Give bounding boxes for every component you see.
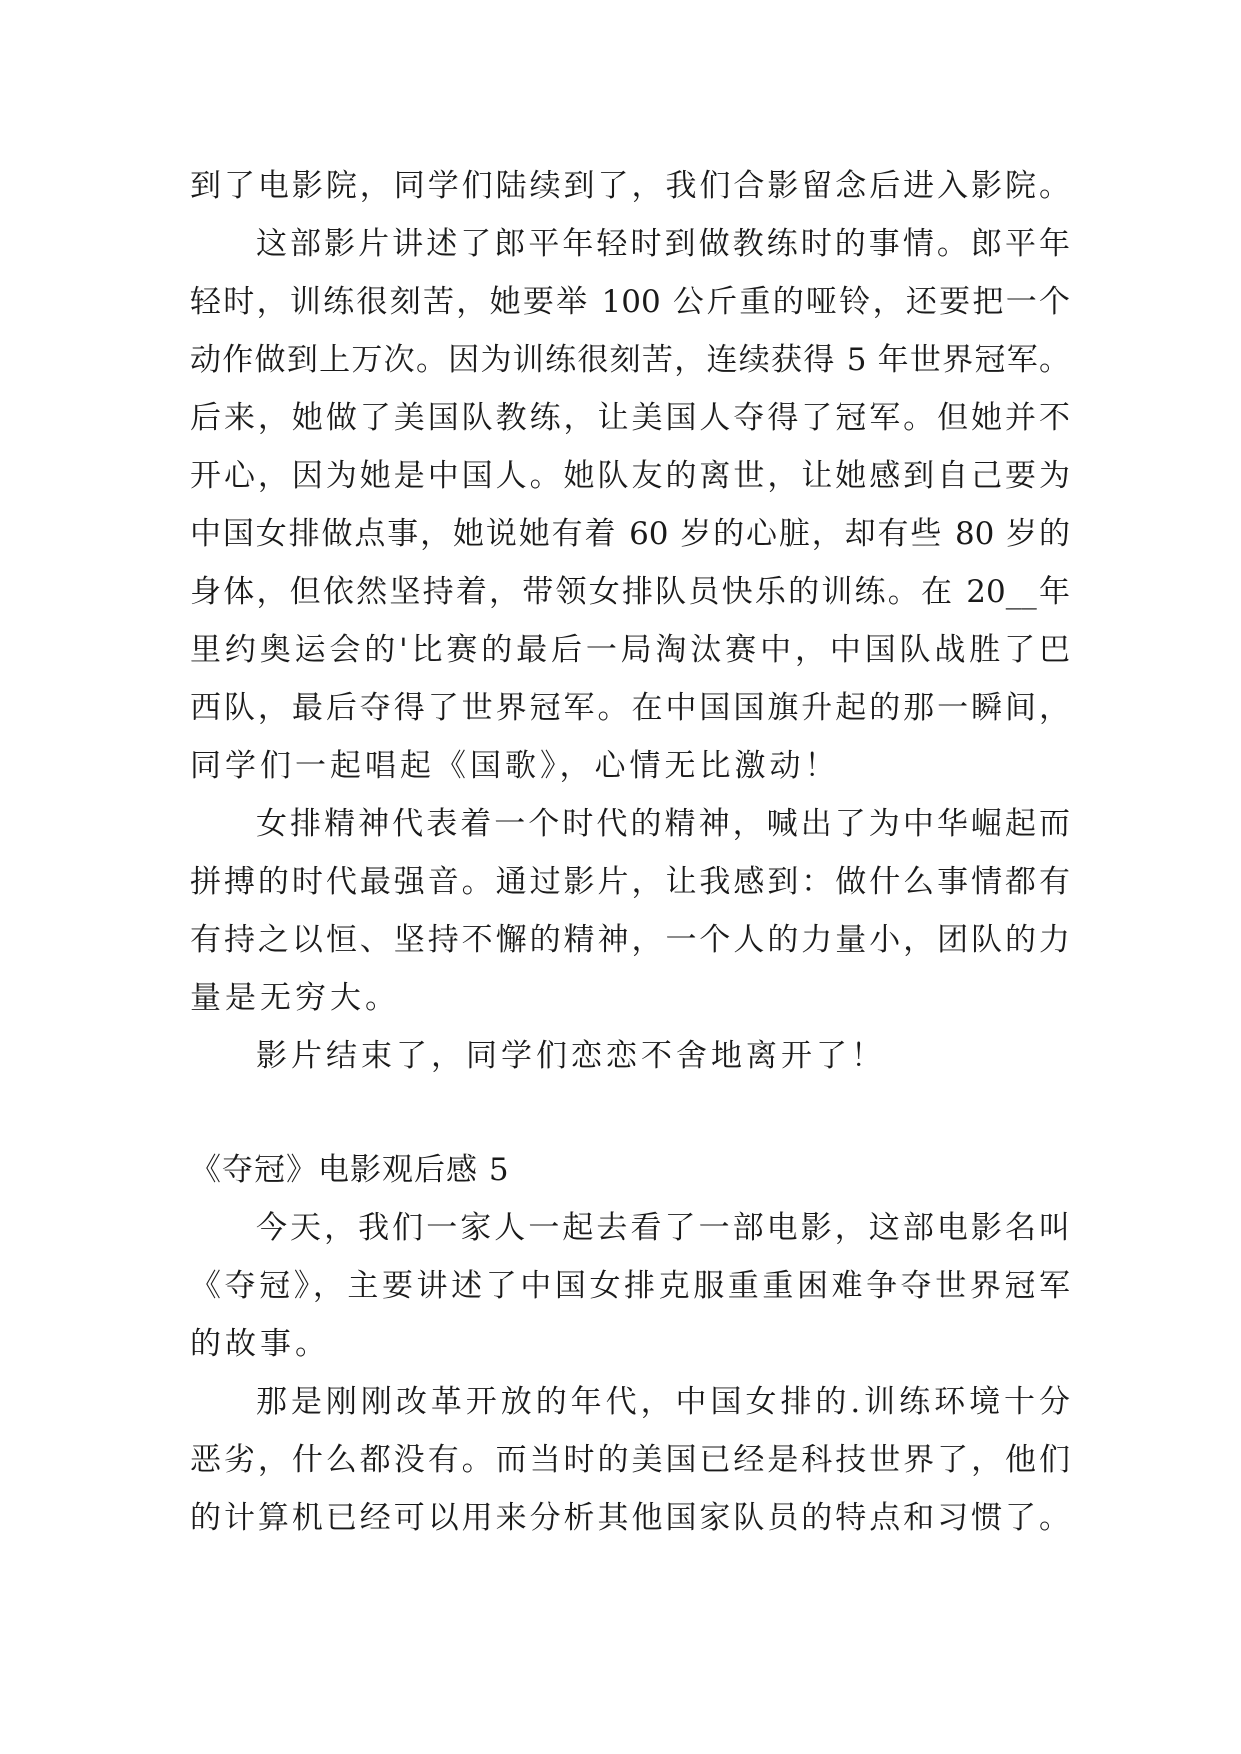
paragraph-line: 这部影片讲述了郎平年轻时到做教练时的事情。郎平年	[256, 226, 1070, 262]
paragraph-line: 动作做到上万次。因为训练很刻苦，连续获得 5 年世界冠军。	[190, 342, 1070, 378]
paragraph-line: 西队，最后夺得了世界冠军。在中国国旗升起的那一瞬间，	[190, 690, 1070, 726]
paragraph-line: 量是无穷大。	[190, 980, 400, 1016]
paragraph-line: 影片结束了，同学们恋恋不舍地离开了！	[256, 1038, 886, 1074]
paragraph-line: 拼搏的时代最强音。通过影片，让我感到：做什么事情都有	[190, 864, 1070, 900]
paragraph-line: 轻时，训练很刻苦，她要举 100 公斤重的哑铃，还要把一个	[190, 284, 1070, 320]
paragraph-line: 身体，但依然坚持着，带领女排队员快乐的训练。在 20__年	[190, 574, 1070, 610]
paragraph-line: 中国女排做点事，她说她有着 60 岁的心脏，却有些 80 岁的	[190, 516, 1070, 552]
paragraph-line: 《夺冠》，主要讲述了中国女排克服重重困难争夺世界冠军	[190, 1268, 1070, 1304]
paragraph-line: 的故事。	[190, 1326, 330, 1362]
paragraph-line: 今天，我们一家人一起去看了一部电影，这部电影名叫	[256, 1210, 1070, 1246]
paragraph-line: 有持之以恒、坚持不懈的精神，一个人的力量小，团队的力	[190, 922, 1070, 958]
paragraph-line: 女排精神代表着一个时代的精神，喊出了为中华崛起而	[256, 806, 1070, 842]
paragraph-line: 后来，她做了美国队教练，让美国人夺得了冠军。但她并不	[190, 400, 1070, 436]
paragraph-line: 到了电影院，同学们陆续到了，我们合影留念后进入影院。	[190, 168, 1070, 204]
paragraph-line: 那是刚刚改革开放的年代，中国女排的.训练环境十分	[256, 1384, 1070, 1420]
paragraph-line: 同学们一起唱起《国歌》，心情无比激动！	[190, 748, 840, 784]
paragraph-line: 的计算机已经可以用来分析其他国家队员的特点和习惯了。	[190, 1500, 1070, 1536]
paragraph-line: 恶劣，什么都没有。而当时的美国已经是科技世界了，他们	[190, 1442, 1070, 1478]
section-heading: 《夺冠》电影观后感 5	[190, 1152, 510, 1188]
paragraph-line: 里约奥运会的'比赛的最后一局淘汰赛中，中国队战胜了巴	[190, 632, 1070, 668]
paragraph-line: 开心，因为她是中国人。她队友的离世，让她感到自己要为	[190, 458, 1070, 494]
